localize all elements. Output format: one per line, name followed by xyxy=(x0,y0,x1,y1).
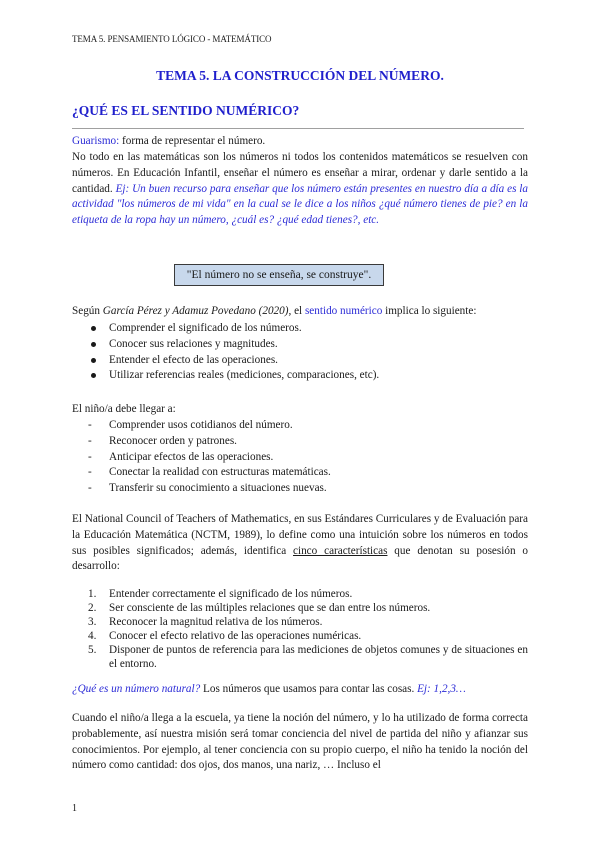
list-item xyxy=(72,353,528,369)
closing-paragraph: Cuando el niño/a llega a la escuela, ya tiene la noción del número, y lo ha utilizado de forma correcta probablemente, así nuestra misión será tomar conciencia del nivel de partida del niño y afianzar sus conocimientos. Por ejemplo, al tener conciencia con su propio cuerpo, el niño ha tenido la noción del número como cantidad: dos ojos, dos manos, una nariz, … Incluso el xyxy=(72,712,528,772)
sense-bullet-list xyxy=(72,321,528,384)
nctm-underlined-term: cinco características xyxy=(293,544,388,557)
according-prefix: Según xyxy=(72,305,103,317)
according-authors: García Pérez y Adamuz Povedano (2020), xyxy=(102,305,292,317)
bullet-dot-icon xyxy=(91,373,96,378)
list-item xyxy=(72,643,528,671)
list-item-text: Entender correctamente el significado de los números. xyxy=(109,588,353,600)
list-item xyxy=(72,465,528,481)
list-item xyxy=(72,434,528,450)
according-mid: el xyxy=(291,305,305,317)
page-number: 1 xyxy=(72,803,77,814)
section-heading: ¿QUÉ ES EL SENTIDO NUMÉRICO? xyxy=(72,103,300,118)
quote-callout: "El número no se enseña, se construye". xyxy=(174,264,384,286)
list-item-text: Anticipar efectos de las operaciones. xyxy=(109,450,274,463)
list-item-text: Entender el efecto de las operaciones. xyxy=(109,353,278,366)
intro-paragraph xyxy=(72,150,528,229)
document-title: TEMA 5. LA CONSTRUCCIÓN DEL NÚMERO. xyxy=(156,68,444,83)
list-item-text: Conocer sus relaciones y magnitudes. xyxy=(109,337,278,350)
bullet-dot-icon xyxy=(91,358,96,363)
running-header: TEMA 5. PENSAMIENTO LÓGICO - MATEMÁTICO xyxy=(72,34,272,44)
list-item-text: Disponer de puntos de referencia para las mediciones de objetos comunes y de situaciones en el entorno. xyxy=(109,644,528,670)
bullet-dot-icon xyxy=(91,342,96,347)
list-item xyxy=(72,418,528,434)
nctm-paragraph xyxy=(72,512,528,575)
nctm-numbered-list xyxy=(72,587,528,671)
list-item-text: Reconocer la magnitud relativa de los números. xyxy=(109,616,323,628)
dash-marker: - xyxy=(88,434,92,447)
list-item-text: Ser consciente de las múltiples relaciones que se dan entre los números. xyxy=(109,602,431,614)
child-dash-list xyxy=(72,418,528,497)
list-item xyxy=(72,587,528,601)
nctm-suffix: que denotan su posesión o desarrollo: xyxy=(72,544,529,573)
list-item xyxy=(72,368,528,384)
list-item-text: Comprender el significado de los números. xyxy=(109,322,302,334)
number-marker: 5. xyxy=(88,644,97,656)
dash-marker: - xyxy=(88,466,92,479)
nctm-text: El National Council of Teachers of Mathematics, en sus Estándares Curriculares y de Evaluación para la Educación Matemática (NCTM, 1989), lo define como una intuición sobre los números en todos sus posibles significados; además, identifica xyxy=(72,513,528,557)
dash-marker: - xyxy=(88,450,92,463)
number-marker: 4. xyxy=(88,630,97,642)
list-item xyxy=(72,481,528,497)
number-marker: 3. xyxy=(88,616,97,628)
dash-marker: - xyxy=(88,419,92,431)
guarismo-term: Guarismo: xyxy=(72,135,120,147)
intro-text: No todo en las matemáticas son los números ni todos los contenidos matemáticos se resuelven con números. En Educación Infantil, enseñar el número es enseñar a mirar, ordenar y darle sentido a la cantidad. xyxy=(72,151,528,195)
intro-example: Ej: Un buen recurso para enseñar que los número están presentes en nuestro día a día es la actividad "los números de mi vida" en la cual se le dice a los niños ¿qué número tienes de pie? en la etiqueta de la ropa hay un número, ¿cuál es? ¿qué edad tienes?, etc. xyxy=(72,182,528,227)
list-item-text: Conocer el efecto relativo de las operaciones numéricas. xyxy=(109,630,362,642)
number-marker: 1. xyxy=(88,588,97,600)
list-item-text: Conectar la realidad con estructuras matemáticas. xyxy=(109,466,331,479)
list-item xyxy=(72,615,528,629)
natural-example: Ej: 1,2,3… xyxy=(417,683,466,695)
natural-question: ¿Qué es un número natural? xyxy=(72,683,201,695)
according-term: sentido numérico xyxy=(304,305,383,317)
list-item-text: Transferir su conocimiento a situaciones nuevas. xyxy=(109,482,327,495)
natural-number-paragraph xyxy=(72,682,528,698)
list-item-text: Reconocer orden y patrones. xyxy=(109,434,237,447)
guarismo-text: forma de representar el número. xyxy=(119,135,266,147)
list-item xyxy=(72,629,528,643)
bullet-dot-icon xyxy=(91,326,96,331)
list-item xyxy=(72,337,528,353)
child-intro: El niño/a debe llegar a: xyxy=(72,403,176,415)
number-marker: 2. xyxy=(88,602,97,614)
natural-answer: Los números que usamos para contar las cosas. xyxy=(200,683,418,695)
list-item xyxy=(72,601,528,615)
according-paragraph xyxy=(72,304,528,320)
according-suffix: implica lo siguiente: xyxy=(382,305,477,317)
list-item-text: Utilizar referencias reales (mediciones, comparaciones, etc). xyxy=(109,369,380,382)
dash-marker: - xyxy=(88,482,92,495)
guarismo-definition xyxy=(72,134,528,150)
heading-divider xyxy=(72,128,524,129)
list-item xyxy=(72,450,528,466)
list-item-text: Comprender usos cotidianos del número. xyxy=(109,419,293,431)
list-item xyxy=(72,321,528,337)
